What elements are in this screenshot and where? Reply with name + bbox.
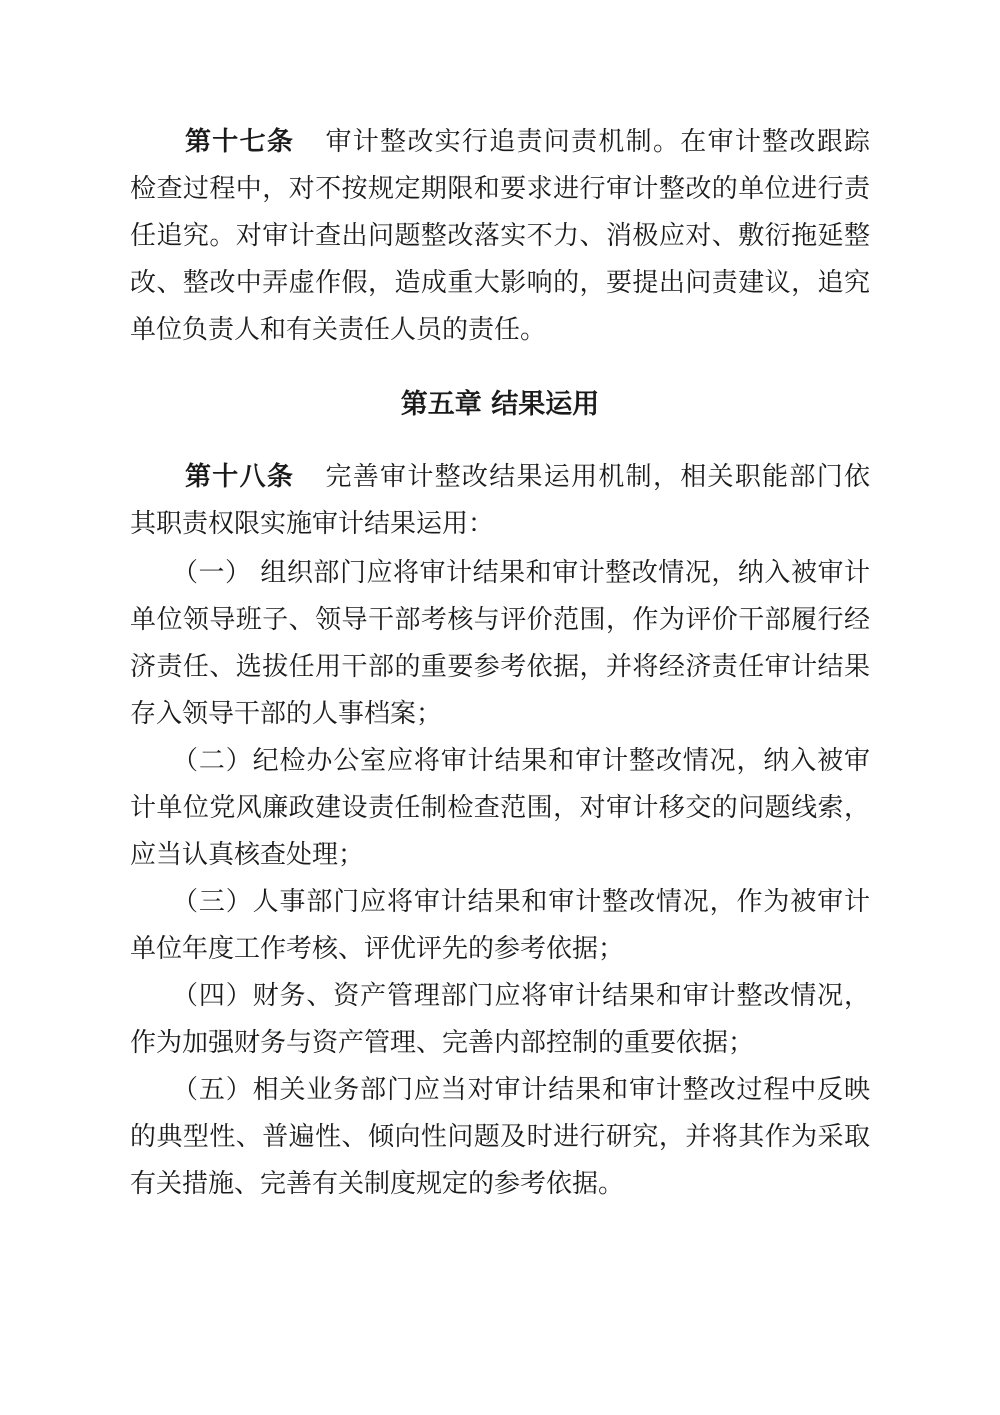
item-5-line: （五）相关业务部门应当对审计结果和审计整改过程中反映 (172, 1075, 870, 1105)
article-18-line: 其职责权限实施审计结果运用： (130, 509, 495, 539)
article-18-first-line (185, 460, 870, 494)
item-1-line: 存入领导干部的人事档案； (130, 699, 443, 729)
chapter-heading: 第五章 结果运用 (400, 389, 600, 420)
item-2-line: 应当认真核查处理； (130, 840, 365, 870)
item-4-line: （四）财务、资产管理部门应将审计结果和审计整改情况， (172, 981, 870, 1011)
item-4-line: 作为加强财务与资产管理、完善内部控制的重要依据； (130, 1028, 755, 1058)
article-17-line: 单位负责人和有关责任人员的责任。 (130, 315, 547, 345)
item-2-line: （二）纪检办公室应将审计结果和审计整改情况，纳入被审 (172, 746, 870, 776)
article-17-label: 第十七条 (185, 127, 295, 157)
article-17-line: 检查过程中，对不按规定期限和要求进行审计整改的单位进行责 (130, 174, 870, 204)
article-18-text: 完善审计整改结果运用机制，相关职能部门依 (324, 462, 870, 492)
article-17-first-line (185, 125, 870, 159)
article-18-label: 第十八条 (185, 462, 295, 492)
item-3-line: （三）人事部门应将审计结果和审计整改情况，作为被审计 (172, 887, 870, 917)
article-17-text: 审计整改实行追责问责机制。在审计整改跟踪 (324, 127, 870, 157)
item-3-line: 单位年度工作考核、评优评先的参考依据； (130, 934, 625, 964)
item-5-line: 的典型性、普遍性、倾向性问题及时进行研究，并将其作为采取 (130, 1122, 870, 1152)
item-1-line: 济责任、选拔任用干部的重要参考依据，并将经济责任审计结果 (130, 652, 870, 682)
item-1-line: 单位领导班子、领导干部考核与评价范围，作为评价干部履行经 (130, 605, 870, 635)
article-17-line: 任追究。对审计查出问题整改落实不力、消极应对、敷衍拖延整 (130, 221, 870, 251)
item-2-line: 计单位党风廉政建设责任制检查范围，对审计移交的问题线索， (130, 793, 870, 823)
item-1-line: （一） 组织部门应将审计结果和审计整改情况，纳入被审计 (172, 558, 870, 588)
article-17-line: 改、整改中弄虚作假，造成重大影响的，要提出问责建议，追究 (130, 268, 870, 298)
item-5-line: 有关措施、完善有关制度规定的参考依据。 (130, 1169, 625, 1199)
